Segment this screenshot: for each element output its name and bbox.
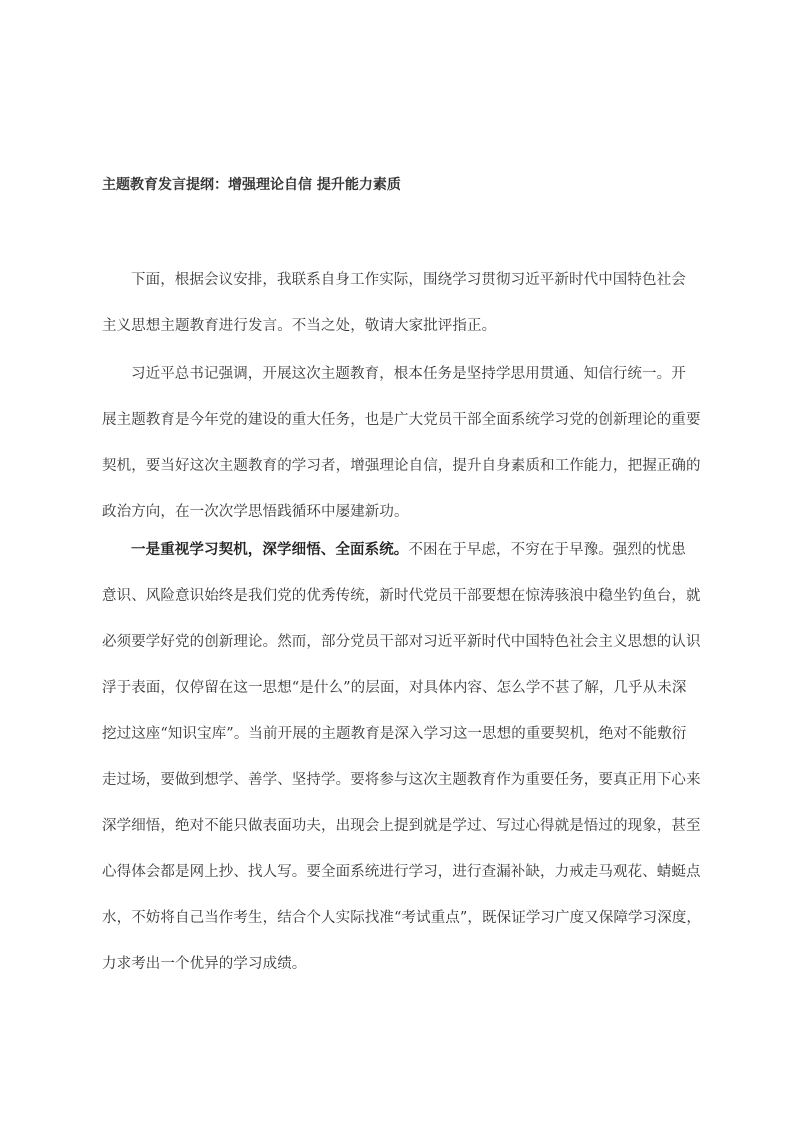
- document-title: 主题教育发言提纲：增强理论自信 提升能力素质: [102, 177, 401, 193]
- paragraph-3-line-8: 心得体会都是网上抄、找人写。要全面系统进行学习，进行查漏补缺，力戒走马观花、蜻蜓点: [102, 864, 701, 880]
- paragraph-2-line-4: 政治方向，在一次次学思悟践循环中屡建新功。: [102, 504, 409, 520]
- paragraph-1-line-2: 主义思想主题教育进行发言。不当之处，敬请大家批评指正。: [102, 318, 497, 334]
- paragraph-3-line-6: 走过场，要做到想学、善学、坚持学。要将参与这次主题教育作为重要任务，要真正用下心来: [102, 772, 701, 788]
- paragraph-2-line-1: 习近平总书记强调，开展这次主题教育，根本任务是坚持学思用贯通、知信行统一。开: [131, 366, 686, 382]
- paragraph-3-line-4: 浮于表面，仅停留在这一思想“是什么”的层面，对具体内容、怎么学不甚了解，几乎从未深: [102, 680, 687, 696]
- paragraph-3-line-1-rest: 不困在于早虑，不穷在于早豫。强烈的忧患: [408, 542, 686, 558]
- paragraph-3-line-3: 必须要学好党的创新理论。然而，部分党员干部对习近平新时代中国特色社会主义思想的认识: [102, 634, 701, 650]
- paragraph-3-line-1: [131, 538, 721, 559]
- paragraph-3-line-5: 挖过这座“知识宝库”。当前开展的主题教育是深入学习这一思想的重要契机，绝对不能敷衍: [102, 726, 687, 742]
- paragraph-2-line-2: 展主题教育是今年党的建设的重大任务，也是广大党员干部全面系统学习党的创新理论的重要: [102, 412, 701, 428]
- paragraph-3-line-2: 意识、风险意识始终是我们党的优秀传统，新时代党员干部要想在惊涛骇浪中稳坐钓鱼台，就: [102, 588, 701, 604]
- paragraph-3-line-9: 水，不妨将自己当作考生，结合个人实际找准“考试重点”，既保证学习广度又保障学习深度，: [102, 910, 702, 926]
- paragraph-2-line-3: 契机，要当好这次主题教育的学习者，增强理论自信，提升自身素质和工作能力，把握正确的: [102, 458, 701, 474]
- paragraph-1-line-1: 下面，根据会议安排，我联系自身工作实际，围绕学习贯彻习近平新时代中国特色社会: [131, 272, 686, 288]
- section-heading: 一是重视学习契机，深学细悟、全面系统。: [131, 541, 409, 558]
- paragraph-3-line-10: 力求考出一个优异的学习成绩。: [102, 956, 307, 972]
- paragraph-3-line-7: 深学细悟，绝对不能只做表面功夫，出现会上提到就是学过、写过心得就是悟过的现象，甚至: [102, 818, 701, 834]
